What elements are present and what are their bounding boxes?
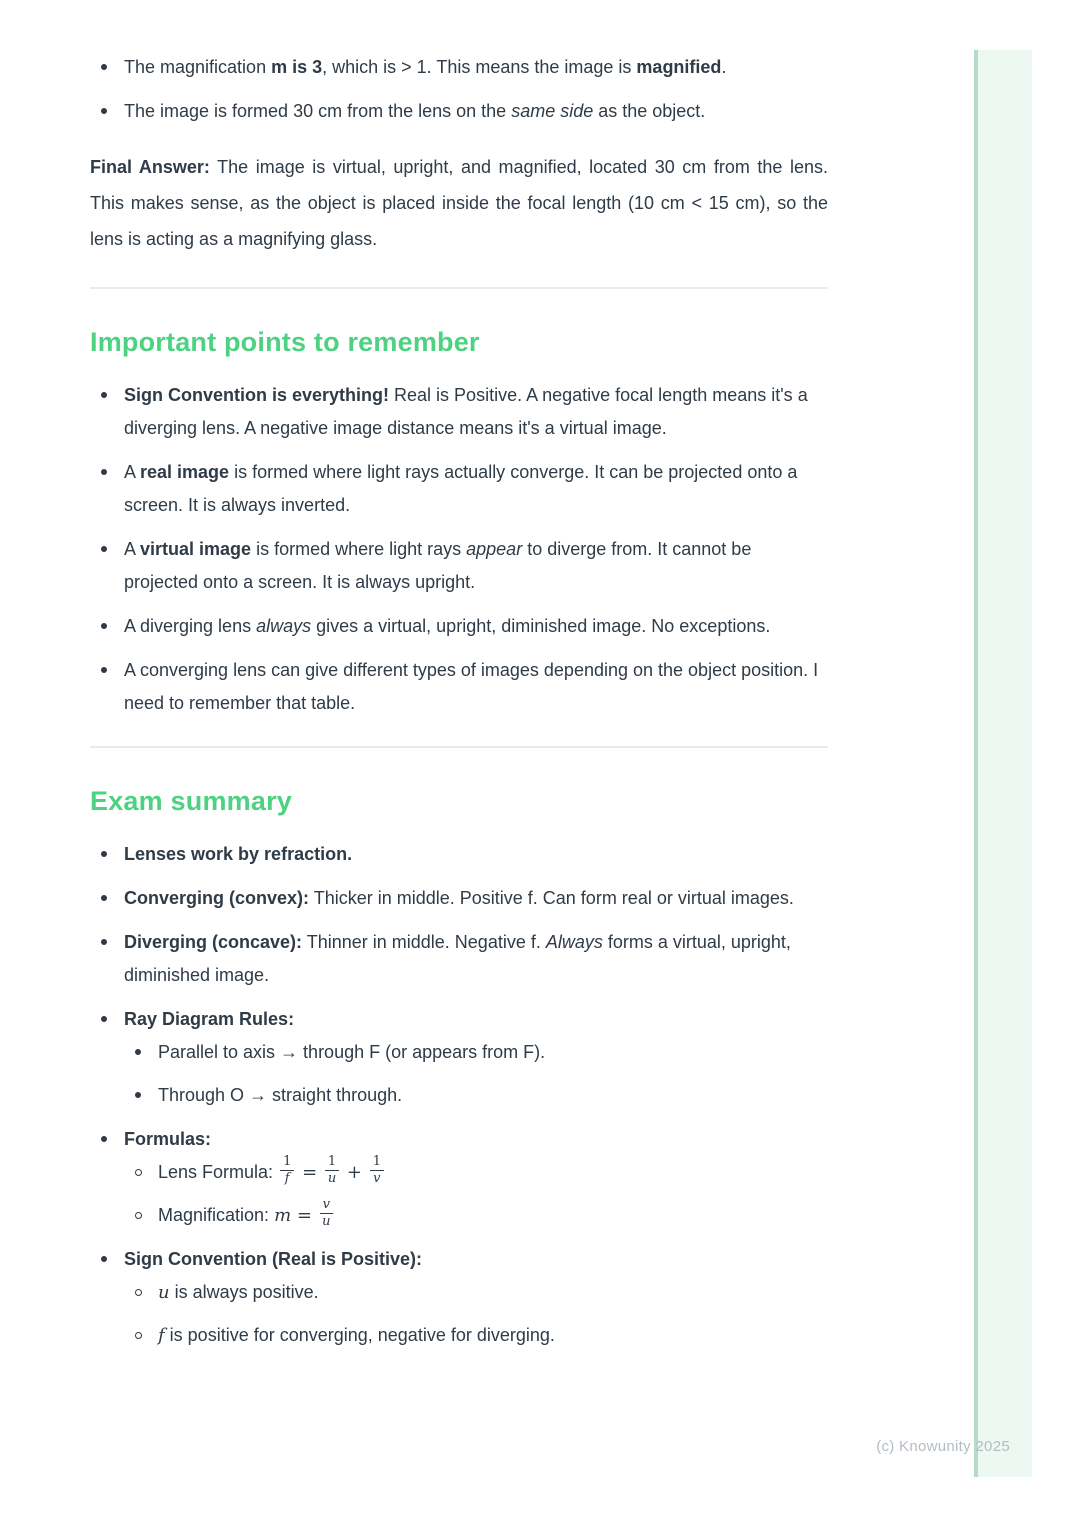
list-item-text: Through O → straight through. [158,1085,403,1105]
list-item [124,1079,828,1112]
disc-bullet-icon [124,1036,158,1055]
disc-bullet-icon [90,95,124,114]
list-item [124,1156,828,1189]
circle-bullet-icon [124,1199,158,1219]
list-item [90,654,828,720]
list-item-text: The magnification m is 3, which is > 1. This means the image is magnified. [124,57,727,77]
disc-bullet-icon [90,379,124,398]
list-item-text: A converging lens can give different types of images depending on the object position. I need to remember that table. [124,660,819,713]
disc-bullet-icon [90,1123,124,1142]
list-item-text: u is always positive. [158,1282,319,1303]
disc-bullet-icon [90,456,124,475]
disc-bullet-icon [90,1003,124,1022]
copyright-watermark: (c) Knowunity 2025 [876,1438,1010,1455]
section-divider [90,746,828,748]
list-item-text: Formulas: [124,1129,212,1149]
fraction: $\frac{1}{f}$ [280,1155,294,1185]
final-answer-paragraph: Final Answer: The image is virtual, upright, and magnified, located 30 cm from the lens. This makes sense, as the object is placed inside the focal length (10 cm < 15 cm), so the lens is acting as a magnifying glass. [90,157,828,249]
circle-bullet-icon [124,1276,158,1296]
disc-bullet-icon [90,1243,124,1262]
disc-bullet-icon [90,654,124,673]
list-item [90,926,828,992]
circle-bullet-icon [124,1319,158,1339]
list-item [90,533,828,599]
list-item [90,456,828,522]
list-item-text: Sign Convention (Real is Positive): [124,1249,423,1269]
list-item-text: Magnification: m = $\frac{v}{u}$ [158,1199,828,1232]
green-sidebar-strip [974,50,1032,1477]
exam-summary-section [90,784,828,1352]
list-item [90,379,828,445]
nested-list [124,1276,828,1352]
list-item-text: f is positive for converging, negative for diverging. [158,1325,555,1346]
disc-bullet-icon [90,882,124,901]
nested-list [124,1156,828,1232]
fraction: $\frac{1}{v}$ [370,1155,384,1185]
solution-bullet-list [90,51,828,128]
fraction: $\frac{1}{u}$ [325,1155,339,1185]
list-item-text: A real image is formed where light rays actually converge. It can be projected onto a screen. It is always inverted. [124,462,798,515]
disc-bullet-icon [90,926,124,945]
list-item [124,1319,828,1352]
important-points-list [90,379,828,720]
list-item-text: Parallel to axis → through F (or appears from F). [158,1042,546,1062]
list-item [90,838,828,871]
disc-bullet-icon [90,838,124,857]
disc-bullet-icon [90,51,124,70]
disc-bullet-icon [124,1079,158,1098]
important-points-section [90,325,828,720]
list-item [90,1003,828,1112]
list-item [90,1123,828,1232]
exam-summary-list [90,838,828,1352]
important-points-heading: Important points to remember [90,327,480,357]
list-item-text: Lenses work by refraction. [124,844,353,864]
list-item-text: Diverging (concave): Thinner in middle. Negative f. Always forms a virtual, upright, diminished image. [124,932,791,985]
list-item [124,1036,828,1069]
list-item-text: Ray Diagram Rules: [124,1009,295,1029]
list-item [90,610,828,643]
list-item-text: Sign Convention is everything! Real is Positive. A negative focal length means it's a diverging lens. A negative image distance means it's a virtual image. [124,385,808,438]
list-item [124,1276,828,1309]
disc-bullet-icon [90,610,124,629]
section-divider [90,287,828,289]
list-item-text: Converging (convex): Thicker in middle. Positive f. Can form real or virtual images. [124,888,794,908]
solution-section [90,51,828,257]
list-item-text: A virtual image is formed where light rays appear to diverge from. It cannot be projected onto a screen. It is always upright. [124,539,752,592]
list-item-text: A diverging lens always gives a virtual, upright, diminished image. No exceptions. [124,616,771,636]
list-item-text: Lens Formula: $\frac{1}{f}$ = $\frac{1}{u}$ + $\frac{1}{v}$ [158,1156,828,1189]
list-item [90,882,828,915]
fraction: $\frac{v}{u}$ [320,1198,333,1228]
list-item [124,1199,828,1232]
list-item [90,1243,828,1352]
nested-list [124,1036,828,1112]
circle-bullet-icon [124,1156,158,1176]
list-item [90,51,828,84]
document-content [90,0,828,1352]
exam-summary-heading: Exam summary [90,786,293,816]
list-item-text: The image is formed 30 cm from the lens on the same side as the object. [124,101,706,121]
list-item [90,95,828,128]
disc-bullet-icon [90,533,124,552]
